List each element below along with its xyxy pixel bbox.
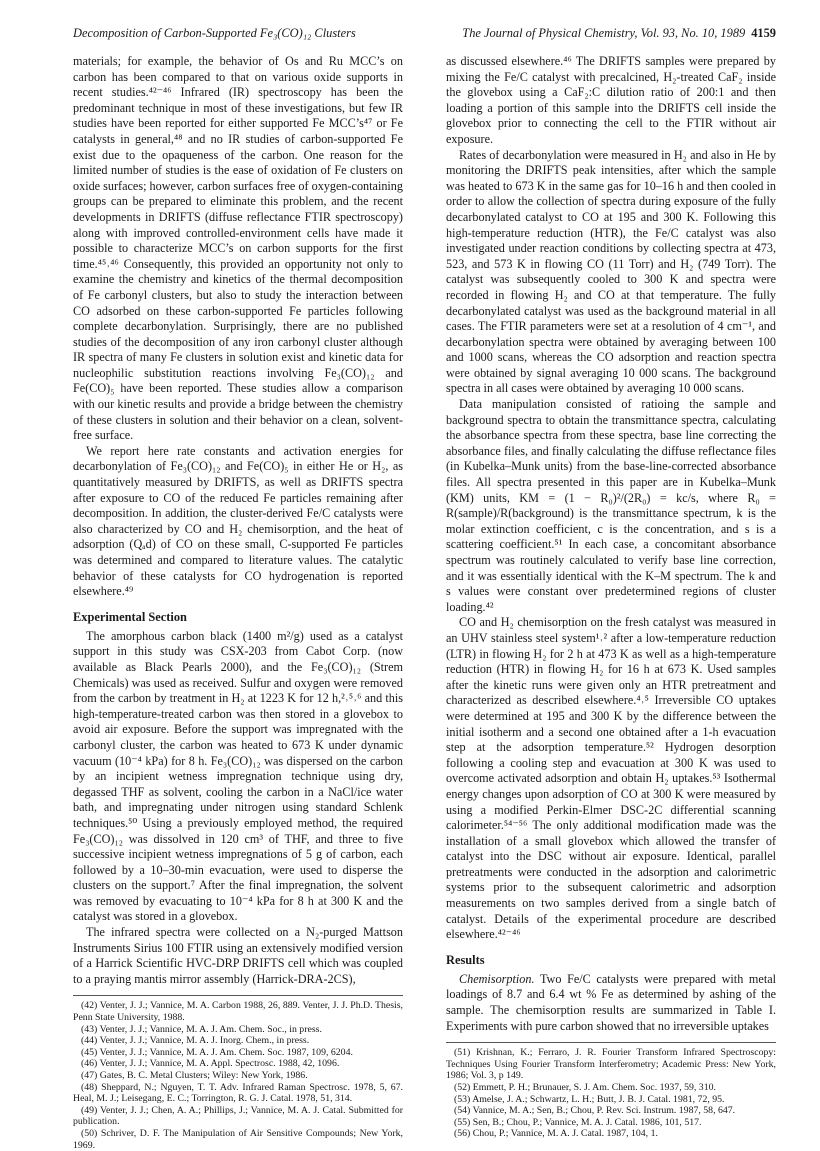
paragraph: Data manipulation consisted of ratioing the sample and background spectra to obtain the transmittance spectra, calculating the absorbance spectra from these spectra, base line correcting the absorbance files, and finally calculating the diffuse reflectance files (in Kubelka–Munk units) from the base-line-corrected absorbance files. All spectra presented in this paper are in Kubelka–Munk (KM) units, KM = (1 − R₀)²/(2R₀) = kc/s, where R₀ = R(sample)/R(background) is the transmittance spectrum, k is the molar extinction coefficient, c is the concentration, and s is a scattering coefficient.⁵¹ In each case, a concomitant absorbance spectrum was routinely calculated to verify base line correction, and it was essentially identical with the K–M spectrum. The k and s values were constant over predetermined regions of cluster loading.⁴²	[446, 397, 776, 614]
reference-item: (43) Venter, J. J.; Vannice, M. A. J. Am. Chem. Soc., in press.	[81, 1023, 322, 1035]
footnote-references	[446, 1042, 776, 1140]
reference-item: (55) Sen, B.; Chou, P.; Vannice, M. A. J. Catal. 1986, 101, 517.	[454, 1116, 702, 1128]
reference-item: (45) Venter, J. J.; Vannice, M. A. J. Am. Chem. Soc. 1987, 109, 6204.	[81, 1046, 353, 1058]
page-number: 4159	[751, 26, 776, 40]
running-title: Decomposition of Carbon-Supported Fe₃(CO)₁₂ Clusters	[73, 26, 356, 40]
reference-item: (50) Schriver, D. F. The Manipulation of Air Sensitive Compounds; New York, 1969.	[73, 1127, 403, 1151]
reference-item: (54) Vannice, M. A.; Sen, B.; Chou, P. Rev. Sci. Instrum. 1987, 58, 647.	[454, 1105, 736, 1117]
paragraph	[446, 972, 776, 1034]
reference-item: (51) Krishnan, K.; Ferraro, J. R. Fourier Transform Infrared Spectroscopy: Techniques Using Fourier Transform Interferometry; Academic Press: New York, 1986; Vol. 3, p 149.	[446, 1047, 776, 1082]
journal-name: The Journal of Physical Chemistry, Vol. 93, No. 10, 1989	[462, 26, 746, 40]
reference-item: (56) Chou, P.; Vannice, M. A. J. Catal. 1987, 104, 1.	[454, 1128, 658, 1140]
paragraph-text: Two Fe/C catalysts were prepared with metal loadings of 8.7 and 6.4 wt % Fe as determined by ashing of the sample. The chemisorption results are summarized in Table I. Experiments with pure carbon showed that no irreversible uptakes	[446, 971, 777, 1033]
reference-item: (46) Venter, J. J.; Vannice, M. A. Appl. Spectrosc. 1988, 42, 1096.	[81, 1058, 340, 1070]
reference-item: (47) Gates, B. C. Metal Clusters; Wiley: New York, 1986.	[81, 1070, 308, 1081]
section-heading: Results	[446, 952, 485, 967]
paragraph: We report here rate constants and activation energies for decarbonylation of Fe₃(CO)₁₂ and Fe(CO)₅ in either He or H₂, as quantitatively measured by DRIFTS, as well as DRIFTS spectra after exposure to CO of the reduced Fe particles remaining after decomposition. In addition, the cluster-derived Fe/C catalysts were also characterized by CO and H₂ chemisorption, and the heat of adsorption (Qₐd) of CO on these small, C-supported Fe particles was determined and compared to literature values. The catalytic behavior of these catalysts for CO hydrogenation is reported elsewhere.⁴⁹	[73, 443, 403, 599]
reference-item: (48) Sheppard, N.; Nguyen, T. T. Adv. Infrared Raman Spectrosc. 1978, 5, 67. Heal, M. J.; Leisegang, E. C.; Torrington, R. G. J. Catal. 1978, 51, 314.	[73, 1081, 403, 1105]
paragraph: The amorphous carbon black (1400 m²/g) used as a catalyst support in this study was CSX-203 from Cabot Corp. (now available as Black Pearls 2000), and the Fe₃(CO)₁₂ (Strem Chemicals) was used as received. Sulfur and oxygen were removed from the carbon by treatment in H₂ at 1223 K for 12 h,²˒⁵˒⁶ and this high-temperature-treated carbon was then stored in a glovebox to avoid air exposure. Before the support was impregnated with the carbonyl cluster, the carbon was heated to 673 K under dynamic vacuum (10⁻⁴ kPa) for 8 h. Fe₃(CO)₁₂ was dispersed on the carbon by an incipient wetness impregnation technique using dry, degassed THF as solvent, cooling the carbon in a NaCl/ice water bath, and impregnating under nitrogen using standard Schlenk techniques.⁵⁰ Using a previously employed method, the required Fe₃(CO)₁₂ was dissolved in 120 cm³ of THF, and three to five successive incipient wetness impregnations of 5 g of carbon, each followed by a 10–30-min evacuation, were used to disperse the clusters on the support.⁷ After the final impregnation, the solvent was removed by evacuating to 10⁻⁴ kPa for 8 h at 300 K and the catalyst was stored in a glovebox.	[73, 628, 403, 924]
running-header	[73, 26, 776, 46]
reference-item: (49) Venter, J. J.; Chen, A. A.; Phillips, J.; Vannice, M. A. J. Catal. Submitted for publication.	[73, 1104, 403, 1128]
paragraph: The infrared spectra were collected on a N₂-purged Mattson Instruments Sirius 100 FTIR using an extensively modified version of a Harrick Scientific HVC-DRP DRIFTS cell which was coupled to a praying mantis mirror assembly (Harrick-DRA-2CS),	[73, 925, 403, 986]
paragraph: Rates of decarbonylation were measured in H₂ and also in He by monitoring the DRIFTS peak intensities, after which the sample was heated to 673 K in the same gas for 10–16 h and then cooled in order to allow the collection of spectra during exposure of the fully decarbonylated catalyst to CO at 195 and 300 K. Following this high-temperature reduction (HTR), the Fe/C catalyst was also investigated under reaction conditions by collecting spectra at 473, 523, and 573 K in flowing CO (11 Torr) and H₂ (749 Torr). The catalyst was subsequently cooled to 300 K and spectra were recorded in flowing H₂ and CO at that temperature. The fully decarbonylated catalyst was used as the background material in all cases. The FTIR parameters were set at a resolution of 4 cm⁻¹, and decarbonylation spectra were obtained by averaging between 100 and 1000 scans, whereas the CO adsorption and reaction spectra were obtained by signal averaging 10 000 scans. The background spectra in all cases were obtained by averaging 10 000 scans.	[446, 147, 776, 396]
reference-item: (44) Venter, J. J.; Vannice, M. A. J. Inorg. Chem., in press.	[81, 1035, 310, 1047]
paragraph: materials; for example, the behavior of Os and Ru MCC’s on carbon has been compared to that on various oxide supports in recent studies.⁴²⁻⁴⁶ Infrared (IR) spectroscopy has been the predominant technique in most of these investigations, but few IR studies have been reported for either supported Fe MCC’s⁴⁷ or Fe catalysts in general,⁴⁸ and no IR studies of carbon-supported Fe exist due to the opaqueness of the carbon. One reason for the limited number of studies is the ease of oxidation of Fe clusters on oxide surfaces; however, carbon surfaces free of oxygen-containing groups can be prepared to eliminate this problem, and the recent developments in DRIFTS (diffuse reflectance FTIR spectroscopy) along with improved controlled-environment cells have made it possible to characterize MCC’s on carbon supports for the first time.⁴⁵˒⁴⁶ Consequently, this provided an opportunity not only to examine the chemistry and kinetics of the thermal decomposition of Fe carbonyl clusters, but also to study the interaction between CO adsorbed on these carbon-supported Fe particles following complete decarbonylation. Surprisingly, there are no published studies of the decomposition of any iron carbonyl cluster although IR spectra of many Fe clusters in solution exist and kinetic data for nucleophilic substitution reactions involving Fe₃(CO)₁₂ and Fe(CO)₅ have been reported. These studies allow a comparison with our kinetic results and provide a bridge between the chemistry of these clusters in solution and their behavior on a clean, solvent-free surface.	[73, 54, 403, 443]
reference-item: (52) Emmett, P. H.; Brunauer, S. J. Am. Chem. Soc. 1937, 59, 310.	[454, 1082, 716, 1093]
subsection-heading: Chemisorption.	[459, 971, 535, 986]
reference-item: (53) Amelse, J. A.; Schwartz, L. H.; Butt, J. B. J. Catal. 1981, 72, 95.	[454, 1093, 725, 1105]
footnote-references	[73, 995, 403, 1151]
paragraph: as discussed elsewhere.⁴⁶ The DRIFTS samples were prepared by mixing the Fe/C catalyst with precalcined, H₂-treated CaF₂ inside the glovebox using a CaF₂:C dilution ratio of 200:1 and then loading a portion of this sample into the DRIFTS cell inside the glovebox prior to connecting the cell to the FTIR without air exposure.	[446, 54, 776, 146]
two-column-body	[73, 54, 776, 1151]
right-column	[446, 54, 776, 1151]
reference-item: (42) Venter, J. J.; Vannice, M. A. Carbon 1988, 26, 889. Venter, J. J. Ph.D. Thesis, Penn State University, 1988.	[73, 1000, 403, 1024]
paragraph: CO and H₂ chemisorption on the fresh catalyst was measured in an UHV stainless steel system¹˒² after a low-temperature reduction (LTR) in flowing H₂ for 2 h at 473 K as well as a high-temperature reduction (HTR) in flowing H₂ for 16 h at 673 K. Used samples after the kinetic runs were given only an HTR pretreatment and characterized as described elsewhere.⁴˒⁵ Irreversible CO uptakes were determined at 195 and 300 K by the difference between the initial isotherm and a second one obtained after a 1-h evacuation step at the adsorption temperature.⁵² Hydrogen desorption following a cooling step and evacuation at 300 K was used to overcome activated adsorption and obtain H₂ uptakes.⁵³ Isothermal energy changes upon adsorption of CO at 300 K were measured by using a modified Perkin-Elmer DSC-2C differential scanning calorimeter.⁵⁴⁻⁵⁶ The only additional modification made was the installation of a small glovebox which allowed the transfer of catalyst into the DSC without air exposure. Identical, parallel pretreatments were conducted in the adsorption and calorimetric systems prior to the subsequent calorimetric and adsorption measurements on two samples derived from a single batch of catalyst. Details of the experimental procedure are described elsewhere.⁴²⁻⁴⁶	[446, 615, 776, 942]
journal-header	[462, 26, 776, 41]
section-heading: Experimental Section	[73, 609, 187, 624]
left-column	[73, 54, 403, 1151]
